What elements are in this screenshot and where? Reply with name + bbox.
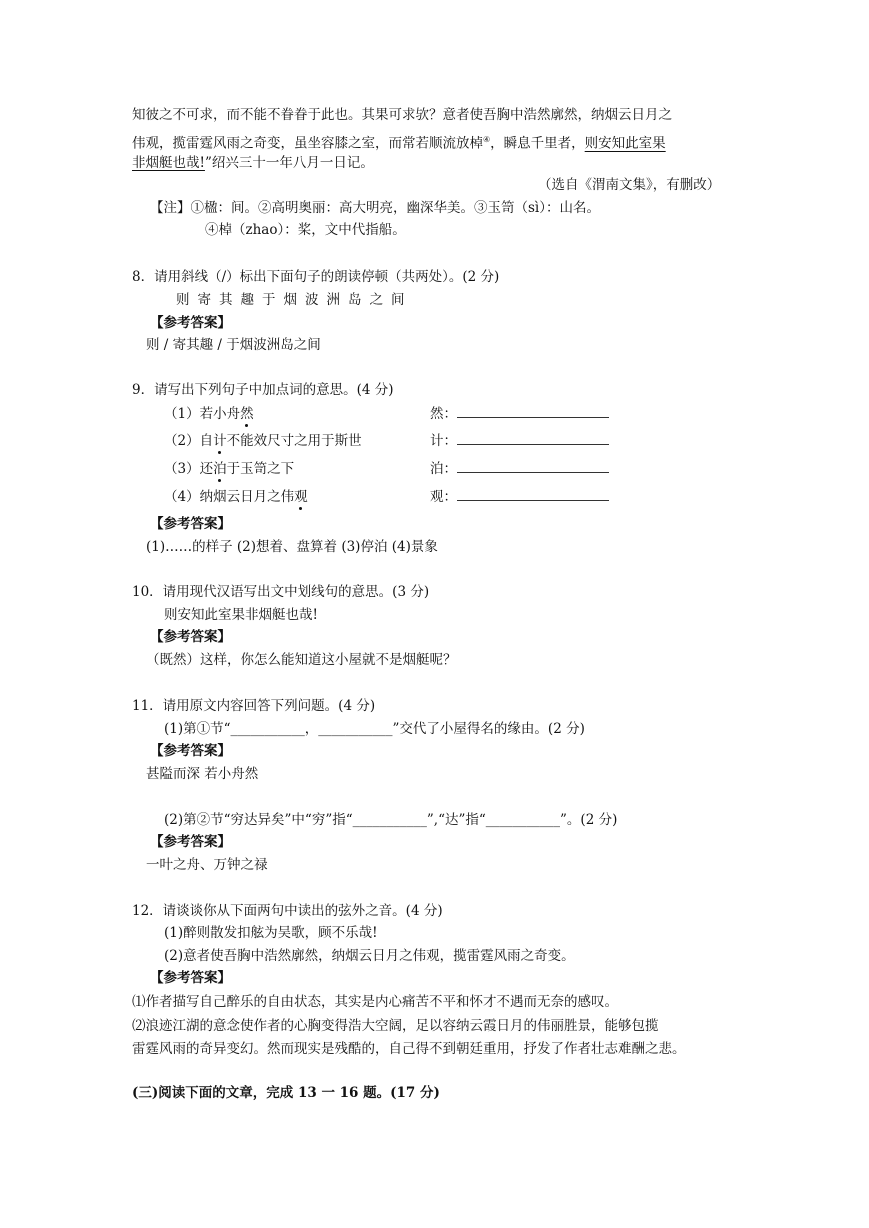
passage-line-1: 知彼之不可求，而不能不眷眷于此也。其果可求欤？意者使吾胸中浩然廓然，纳烟云日月之 [132, 107, 672, 123]
q11-question: 11．请用原文内容回答下列问题。(4 分) [132, 698, 376, 714]
passage-source: （选自《渭南文集》，有删改） [538, 177, 721, 193]
q11-answer-2: 一叶之舟、万钟之禄 [146, 857, 268, 873]
passage-line-2 [132, 131, 666, 153]
q11-answer-1: 甚隘而深 若小舟然 [146, 766, 259, 782]
q9-item-text: （2）自 [164, 433, 214, 449]
dotted-word: 观 [294, 489, 308, 505]
passage-note-2: ④棹（zhao）：桨，文中代指船。 [205, 222, 406, 238]
answer-blank[interactable] [457, 460, 609, 473]
q10-answer: （既然）这样，你怎么能知道这小屋就不是烟艇呢？ [146, 652, 457, 668]
q9-question: 9．请写出下列句子中加点词的意思。(4 分) [132, 382, 394, 398]
dotted-word: 泊 [213, 461, 227, 477]
q9-answer-label: 【参考答案】 [150, 516, 231, 532]
q9-blank-4[interactable] [430, 488, 609, 506]
q12-answer-2a: ⑵浪迹江湖的意念使作者的心胸变得浩大空阔，足以容纳云霞日月的伟丽胜景，能够包揽 [132, 1018, 659, 1034]
dotted-word: 计 [213, 433, 227, 449]
q9-blank-label: 计： [430, 433, 457, 449]
q11-answer-label-2: 【参考答案】 [150, 834, 231, 850]
q9-item-text: 于玉笥之下 [226, 461, 295, 477]
q10-answer-label: 【参考答案】 [150, 629, 231, 645]
q9-blank-label: 观： [430, 489, 457, 505]
q12-answer-1: ⑴作者描写自己醉乐的自由状态，其实是内心痛苦不平和怀才不遇而无奈的感叹。 [132, 994, 618, 1010]
dotted-word: 然 [240, 406, 254, 422]
answer-blank[interactable] [457, 405, 609, 418]
footnote-marker: ④ [483, 135, 491, 144]
passage-line-3 [132, 154, 374, 172]
q11-answer-label-1: 【参考答案】 [150, 743, 231, 759]
q9-blank-3[interactable] [430, 460, 609, 478]
q9-blank-label: 泊： [430, 461, 457, 477]
q9-item-text: 不能效尺寸之用于斯世 [226, 433, 362, 449]
passage-text: ”绍兴三十一年八月一日记。 [204, 155, 374, 171]
q9-item-text: （1）若小舟 [164, 406, 241, 422]
q12-question: 12．请谈谈你从下面两句中读出的弦外之音。(4 分) [132, 903, 443, 919]
underlined-sentence: 则安知此室果 [584, 135, 666, 152]
q9-item-2 [164, 432, 362, 450]
q12-answer-2b: 雷霆风雨的奇异变幻。然而现实是残酷的，自己得不到朝廷重用，抒发了作者壮志难酬之悲。 [132, 1041, 686, 1057]
answer-blank[interactable] [457, 488, 609, 501]
q9-item-text: （3）还 [164, 461, 214, 477]
q9-blank-label: 然： [430, 406, 457, 422]
passage-text: ，瞬息千里者， [490, 135, 585, 152]
q8-answer: 则 / 寄其趣 / 于烟波洲岛之间 [146, 337, 321, 353]
q12-sub-2: (2)意者使吾胸中浩然廓然，纳烟云日月之伟观，揽雷霆风雨之奇变。 [164, 948, 575, 964]
passage-note-1: 【注】①楹：间。②高明奥丽：高大明亮，幽深华美。③玉笥（sì）：山名。 [150, 200, 600, 216]
q8-question: 8．请用斜线（/）标出下面句子的朗读停顿（共两处）。(2 分) [132, 269, 500, 285]
q9-answer: (1)……的样子 (2)想着、盘算着 (3)停泊 (4)景象 [146, 539, 438, 555]
underlined-sentence: 非烟艇也哉! [132, 155, 205, 171]
q8-answer-label: 【参考答案】 [150, 315, 231, 331]
section-3-heading: (三)阅读下面的文章，完成 13 一 16 题。(17 分) [132, 1085, 440, 1101]
q10-question: 10．请用现代汉语写出文中划线句的意思。(3 分) [132, 584, 430, 600]
q12-answer-label: 【参考答案】 [150, 970, 231, 986]
passage-text: 伟观，揽雷霆风雨之奇变，虽坐容膝之室，而常若顺流放棹 [132, 135, 483, 152]
answer-blank[interactable] [457, 432, 609, 445]
q9-item-4 [164, 488, 308, 506]
q10-sentence: 则安知此室果非烟艇也哉! [164, 607, 318, 623]
q11-sub-1: (1)第①节“___________，___________”交代了小屋得名的缘由。(2 分) [164, 721, 585, 737]
q9-blank-1[interactable] [430, 405, 609, 423]
q9-item-1 [164, 405, 254, 423]
q12-sub-1: (1)醉则散发扣舷为吴歌，顾不乐哉! [164, 925, 378, 941]
q9-item-text: （4）纳烟云日月之伟 [164, 489, 295, 505]
q9-blank-2[interactable] [430, 432, 609, 450]
q9-item-3 [164, 460, 294, 478]
q8-sentence: 则寄其趣于烟波洲岛之间 [176, 292, 413, 308]
q11-sub-2: (2)第②节“穷达异矣”中“穷”指“___________”,“达”指“___________”。(2 分) [164, 812, 618, 828]
